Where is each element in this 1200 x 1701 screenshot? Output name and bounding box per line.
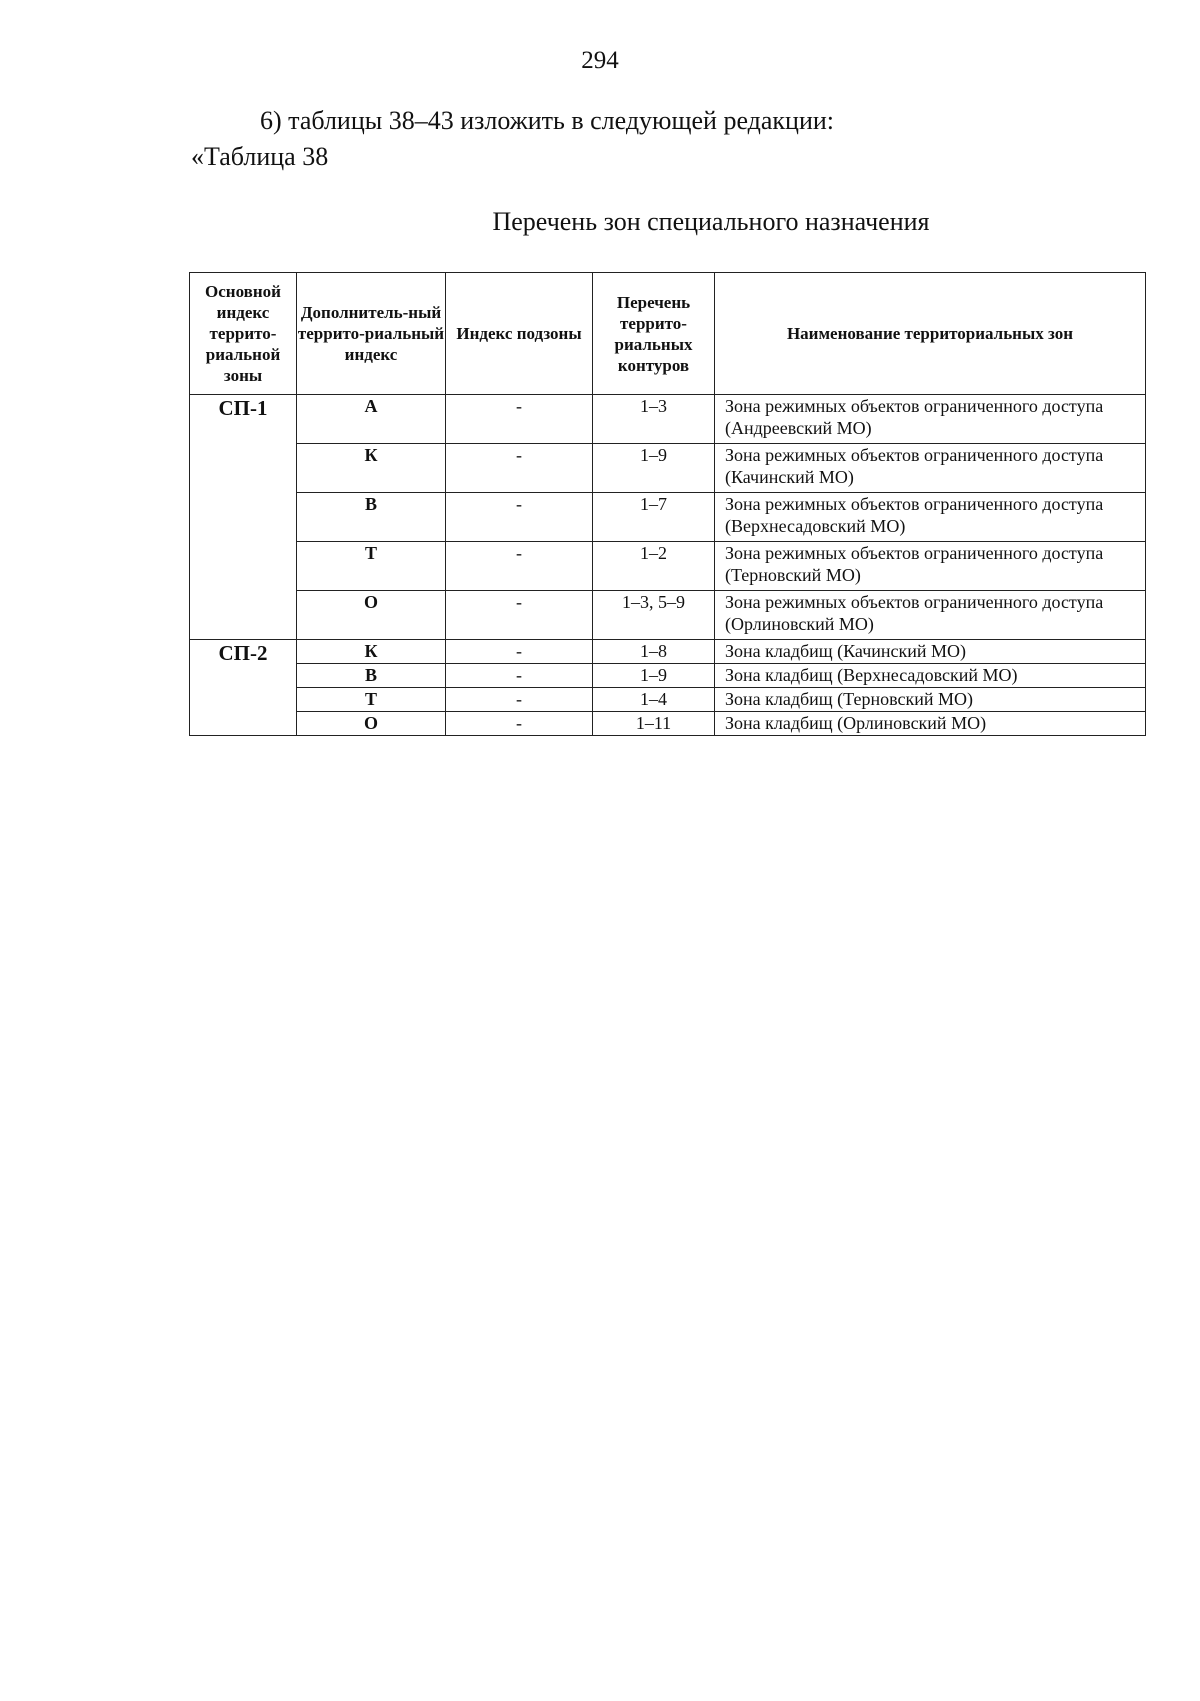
- extra-index-cell: А: [297, 395, 446, 444]
- table-row: [190, 640, 1146, 664]
- subzone-cell: -: [446, 712, 593, 736]
- intro-paragraph: 6) таблицы 38–43 изложить в следующей редакции:: [260, 106, 835, 135]
- main-index-cell: СП-2: [190, 640, 297, 736]
- extra-index-cell: В: [297, 493, 446, 542]
- table-title: Перечень зон специального назначения: [492, 207, 930, 236]
- extra-index-cell: К: [297, 444, 446, 493]
- table-row: [190, 444, 1146, 493]
- extra-index-cell: О: [297, 712, 446, 736]
- subzone-cell: -: [446, 640, 593, 664]
- column-header-subzone-index: Индекс подзоны: [446, 273, 593, 395]
- extra-index-cell: К: [297, 640, 446, 664]
- zone-name-cell: Зона режимных объектов ограниченного доступа (Орлиновский МО): [715, 591, 1146, 640]
- zone-name-cell: Зона режимных объектов ограниченного доступа (Терновский МО): [715, 542, 1146, 591]
- zones-table: [189, 272, 1146, 736]
- zone-name-cell: Зона кладбищ (Орлиновский МО): [715, 712, 1146, 736]
- contours-cell: 1–8: [593, 640, 715, 664]
- subzone-cell: -: [446, 493, 593, 542]
- extra-index-cell: Т: [297, 688, 446, 712]
- subzone-cell: -: [446, 542, 593, 591]
- extra-index-cell: О: [297, 591, 446, 640]
- table-label: «Таблица 38: [191, 142, 329, 171]
- contours-cell: 1–3: [593, 395, 715, 444]
- zone-name-cell: Зона кладбищ (Качинский МО): [715, 640, 1146, 664]
- contours-cell: 1–7: [593, 493, 715, 542]
- zone-name-cell: Зона кладбищ (Верхнесадовский МО): [715, 664, 1146, 688]
- contours-cell: 1–11: [593, 712, 715, 736]
- table-row: [190, 395, 1146, 444]
- table-row: [190, 493, 1146, 542]
- table-header-row: [190, 273, 1146, 395]
- column-header-zone-name: Наименование территориальных зон: [715, 273, 1146, 395]
- subzone-cell: -: [446, 444, 593, 493]
- subzone-cell: -: [446, 395, 593, 444]
- zone-name-cell: Зона кладбищ (Терновский МО): [715, 688, 1146, 712]
- column-header-extra-index: Дополнитель-ный террито-риальный индекс: [297, 273, 446, 395]
- column-header-main-index: Основной индекс террито-риальной зоны: [190, 273, 297, 395]
- contours-cell: 1–3, 5–9: [593, 591, 715, 640]
- table-row: [190, 712, 1146, 736]
- table-row: [190, 542, 1146, 591]
- subzone-cell: -: [446, 664, 593, 688]
- contours-cell: 1–4: [593, 688, 715, 712]
- table-row: [190, 664, 1146, 688]
- subzone-cell: -: [446, 591, 593, 640]
- extra-index-cell: Т: [297, 542, 446, 591]
- main-index-cell: СП-1: [190, 395, 297, 640]
- table-row: [190, 688, 1146, 712]
- subzone-cell: -: [446, 688, 593, 712]
- page-number: 294: [581, 47, 619, 74]
- table-row: [190, 591, 1146, 640]
- column-header-contours: Перечень террито-риальных контуров: [593, 273, 715, 395]
- zone-name-cell: Зона режимных объектов ограниченного доступа (Андреевский МО): [715, 395, 1146, 444]
- contours-cell: 1–2: [593, 542, 715, 591]
- extra-index-cell: В: [297, 664, 446, 688]
- zone-name-cell: Зона режимных объектов ограниченного доступа (Верхнесадовский МО): [715, 493, 1146, 542]
- contours-cell: 1–9: [593, 444, 715, 493]
- zone-name-cell: Зона режимных объектов ограниченного доступа (Качинский МО): [715, 444, 1146, 493]
- contours-cell: 1–9: [593, 664, 715, 688]
